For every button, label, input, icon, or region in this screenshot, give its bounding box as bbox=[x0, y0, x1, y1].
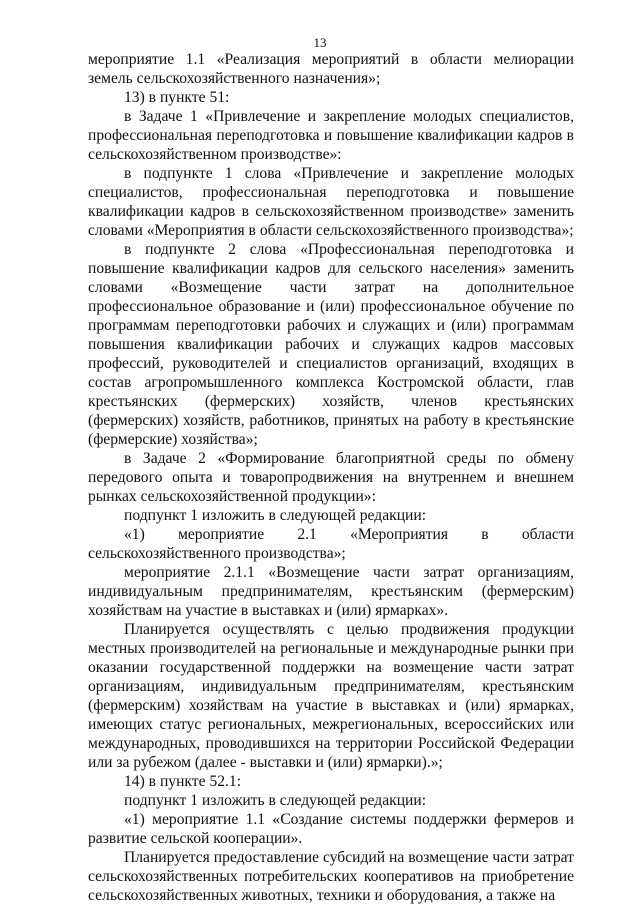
paragraph: Планируется предоставление субсидий на возмещение части затрат сельскохозяйственных потребительских кооперативов на приобретение сельскохозяйственных животных, техники и оборудования, а также на bbox=[88, 849, 574, 904]
paragraph: 14) в пункте 52.1: bbox=[124, 773, 242, 790]
paragraph: подпункт 1 изложить в следующей редакции: bbox=[124, 792, 427, 809]
document-body bbox=[88, 50, 574, 905]
paragraph: в подпункте 1 слова «Привлечение и закрепление молодых специалистов, профессиональная переподготовка и повышение квалификации кадров в сельскохозяйственном производстве» заменить словами «Мероприятия в области сельскохозяйственного производства»; bbox=[88, 165, 574, 239]
paragraph: в Задаче 2 «Формирование благоприятной среды по обмену передового опыта и товаропродвижения на внутреннем и внешнем рынках сельскохозяйственной продукции»: bbox=[88, 450, 574, 505]
paragraph: Планируется осуществлять с целью продвижения продукции местных производителей на региональные и международные рынки при оказании государственной поддержки на возмещение части затрат организациям, индивидуальным предпринимателям, крестьянским (фермерским) хозяйствам на участие в выставках и (или) ярмарках, имеющих статус региональных, межрегиональных, всероссийских или международных, проводившихся на территории Российской Федерации или за рубежом (далее - выставки и (или) ярмарки).»; bbox=[88, 621, 574, 771]
paragraph: «1) мероприятие 2.1 «Мероприятия в области сельскохозяйственного производства»; bbox=[88, 526, 574, 562]
paragraph: мероприятие 1.1 «Реализация мероприятий в области мелиорации земель сельскохозяйственного назначения»; bbox=[88, 51, 574, 87]
paragraph: в подпункте 2 слова «Профессиональная переподготовка и повышение квалификации кадров для сельского населения» заменить словами «Возмещение части затрат на дополнительное профессиональное образование и (или) профессиональное обучение по программам переподготовки рабочих и служащих и (или) программам повышения квалификации рабочих и служащих кадров массовых профессий, руководителей и специалистов организаций, входящих в состав агропромышленного комплекса Костромской области, глав крестьянских (фермерских) хозяйств, членов крестьянских (фермерских) хозяйств, работников, принятых на работу в крестьянские (фермерские) хозяйства»; bbox=[88, 241, 574, 448]
paragraph: мероприятие 2.1.1 «Возмещение части затрат организациям, индивидуальным предпринимателям, крестьянским (фермерским) хозяйствам на участие в выставках и (или) ярмарках». bbox=[88, 564, 574, 619]
paragraph: 13) в пункте 51: bbox=[124, 89, 230, 106]
paragraph: «1) мероприятие 1.1 «Создание системы поддержки фермеров и развитие сельской кооперации». bbox=[88, 811, 574, 847]
paragraph: подпункт 1 изложить в следующей редакции: bbox=[124, 507, 427, 524]
paragraph: в Задаче 1 «Привлечение и закрепление молодых специалистов, профессиональная переподготовка и повышение квалификации кадров в сельскохозяйственном производстве»: bbox=[88, 108, 574, 163]
page-number: 13 bbox=[313, 35, 327, 50]
